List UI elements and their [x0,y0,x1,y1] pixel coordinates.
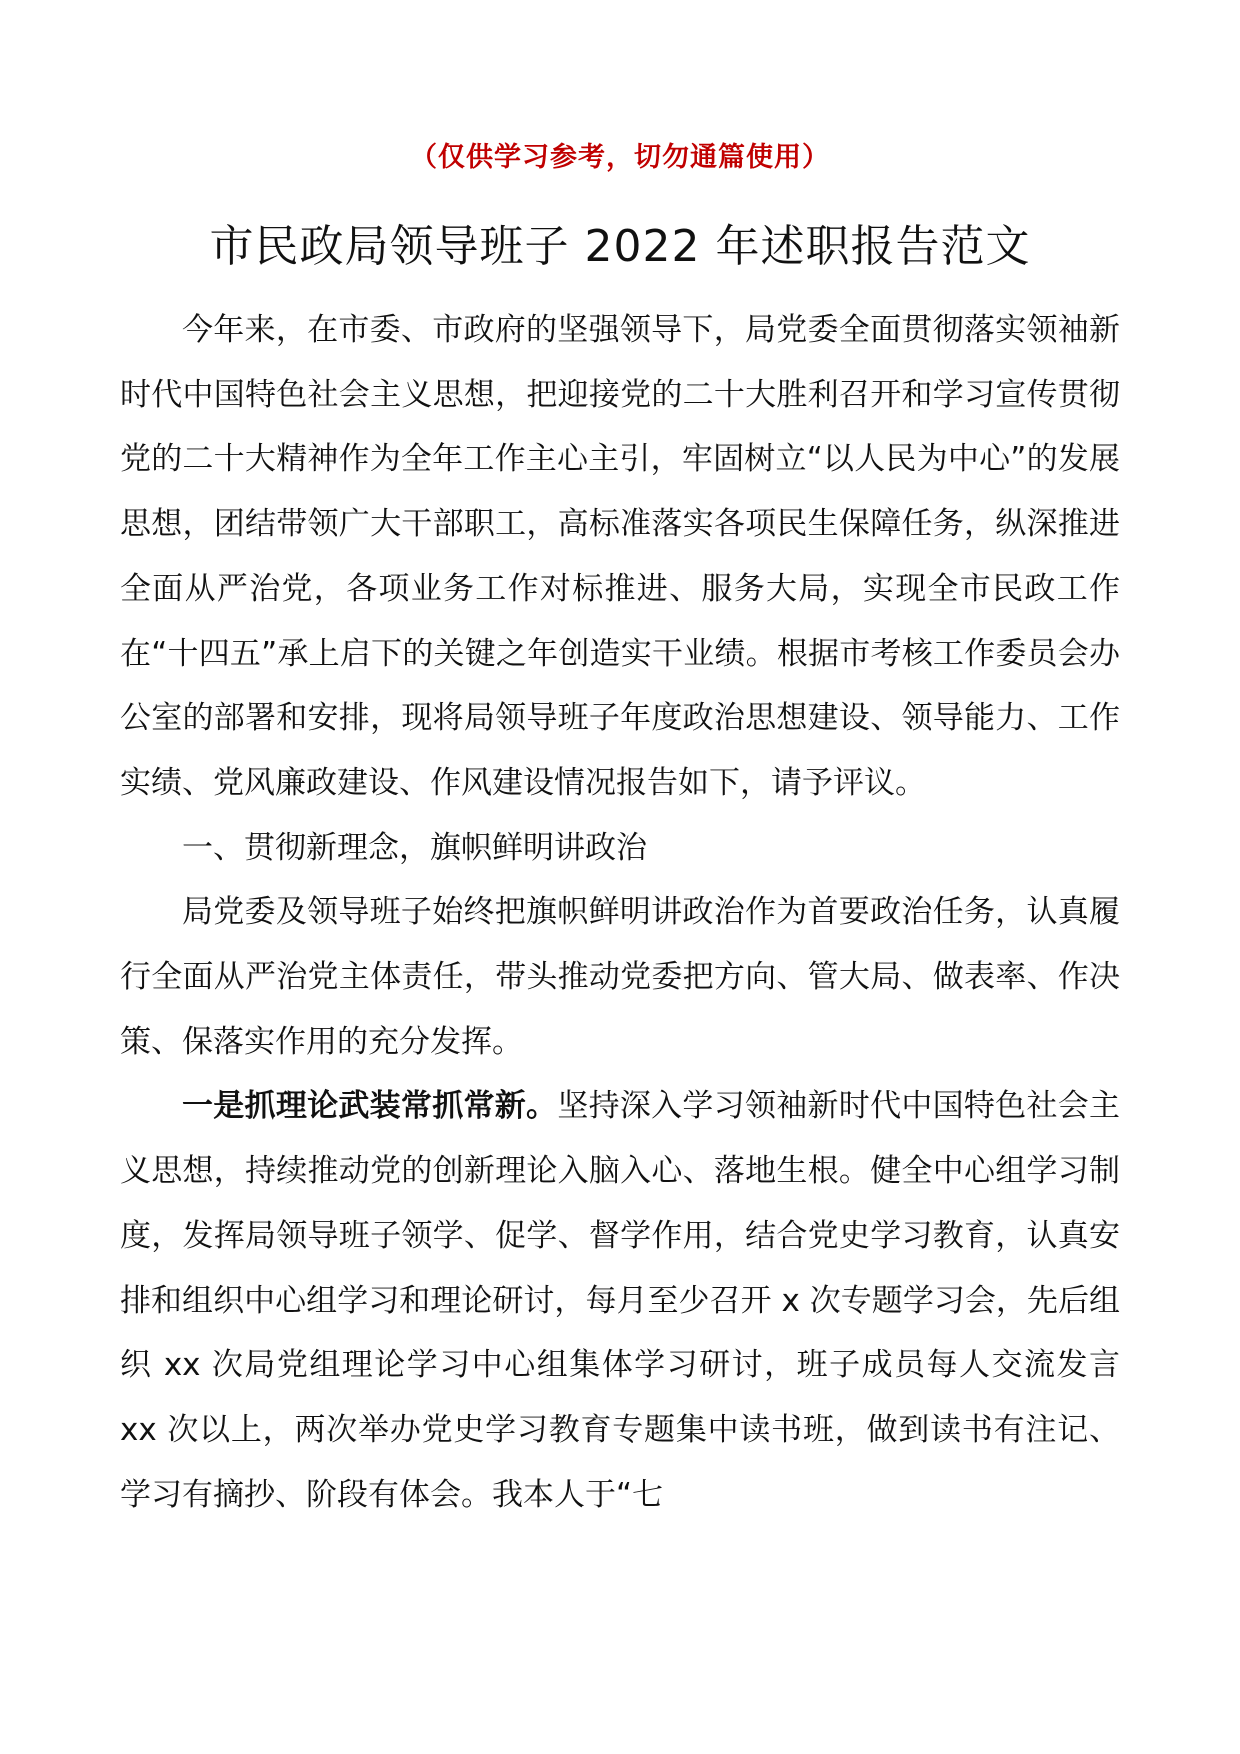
point-paragraph [120,1074,1120,1527]
document-body [120,298,1120,1527]
point-body: 坚持深入学习领袖新时代中国特色社会主义思想，持续推动党的创新理论入脑入心、落地生根。健全中心组学习制度，发挥局领导班子领学、促学、督学作用，结合党史学习教育，认真安排和组织中心组学习和理论研讨，每月至少召开 x 次专题学习会，先后组织 xx 次局党组理论学习中心组集体学习研讨，班子成员每人交流发言 xx 次以上，两次举办党史学习教育专题集中读书班，做到读书有注记、学习有摘抄、阶段有体会。我本人于“七 [120,1088,1121,1513]
usage-notice: （仅供学习参考，切勿通篇使用） [410,142,830,173]
section-heading: 一、贯彻新理念，旗帜鲜明讲政治 [182,829,647,866]
point-lead: 一是抓理论武装常抓常新。 [182,1088,558,1125]
section-paragraph: 局党委及领导班子始终把旗帜鲜明讲政治作为首要政治任务，认真履行全面从严治党主体责任，带头推动党委把方向、管大局、做表率、作决策、保落实作用的充分发挥。 [120,894,1120,1060]
document-title: 市民政局领导班子 2022 年述职报告范文 [209,221,1031,272]
intro-paragraph: 今年来，在市委、市政府的坚强领导下，局党委全面贯彻落实领袖新时代中国特色社会主义思想，把迎接党的二十大胜利召开和学习宣传贯彻党的二十大精神作为全年工作主心主引，牢固树立“以人民为中心”的发展思想，团结带领广大干部职工，高标准落实各项民生保障任务，纵深推进全面从严治党，各项业务工作对标推进、服务大局，实现全市民政工作在“十四五”承上启下的关键之年创造实干业绩。根据市考核工作委员会办公室的部署和安排，现将局领导班子年度政治思想建设、领导能力、工作实绩、党风廉政建设、作风建设情况报告如下，请予评议。 [120,312,1120,801]
